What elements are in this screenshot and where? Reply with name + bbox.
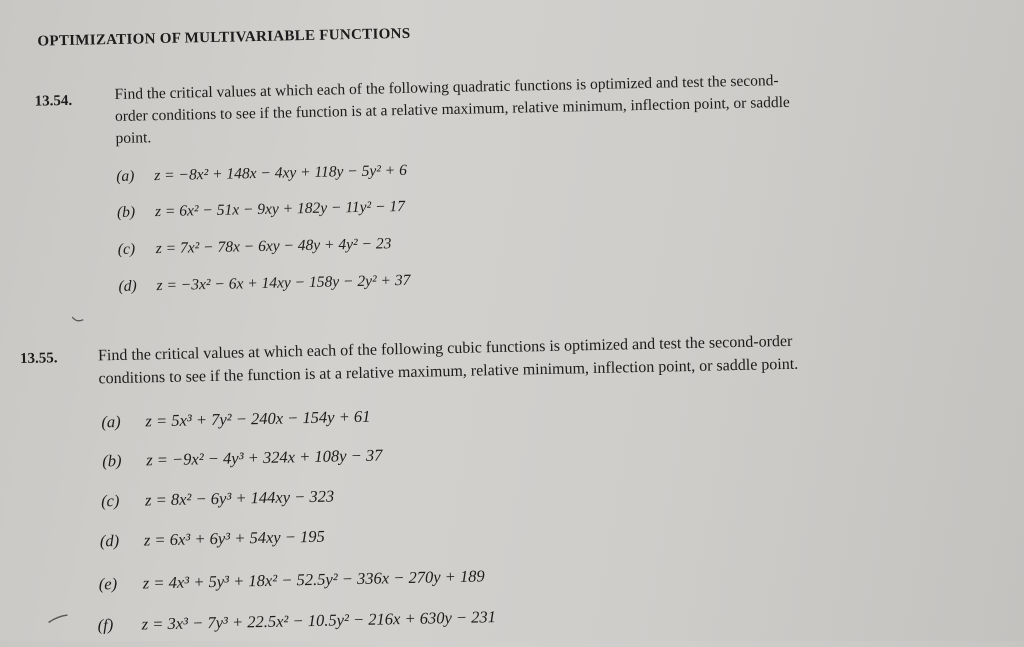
- equation-text: z = 6x² − 51x − 9xy + 182y − 11y² − 17: [154, 197, 406, 221]
- part-label: (d): [118, 277, 137, 295]
- part-label: (c): [117, 240, 136, 258]
- part-label: (e): [98, 574, 118, 594]
- problem-number: 13.55.: [19, 350, 58, 368]
- pencil-dash-mark: [47, 613, 69, 625]
- section-header: OPTIMIZATION OF MULTIVARIABLE FUNCTIONS: [37, 25, 411, 50]
- problem-text-line-1: Find the critical values at which each of the following cubic functions is optimized and test the second-order: [97, 332, 793, 365]
- part-label: (f): [97, 615, 114, 635]
- part-label: (a): [116, 167, 135, 185]
- equation-text: z = −3x² − 6x + 14xy − 158y − 2y² + 37: [156, 271, 411, 295]
- equation-text: z = 7x² − 78x − 6xy − 48y + 4y² − 23: [155, 235, 392, 258]
- equation-13-54-b: [117, 198, 405, 222]
- problem-text-line-3: point.: [115, 129, 152, 147]
- equation-text: z = 6x³ + 6y³ + 54xy − 195: [143, 526, 325, 550]
- problem-number: 13.54.: [34, 92, 73, 110]
- equation-13-55-b: [102, 445, 383, 471]
- part-label: (a): [101, 411, 121, 432]
- part-label: (d): [99, 531, 120, 551]
- part-label: (b): [116, 203, 136, 221]
- part-label: (b): [102, 450, 122, 471]
- equation-13-55-d: [100, 527, 325, 552]
- equation-text: z = 4x³ + 5y³ + 18x² − 52.5y² − 336x − 270y + 189: [142, 566, 485, 593]
- equation-13-54-c: [118, 235, 392, 259]
- equation-13-55-e: [99, 566, 485, 594]
- equation-text: z = 3x³ − 7y³ + 22.5x² − 10.5y² − 216x + 630y − 231: [141, 607, 497, 634]
- problem-text-line-2: order conditions to see if the function is at a relative maximum, relative minimum, inflection point, or saddle: [114, 93, 791, 125]
- equation-text: z = −9x² − 4y³ + 324x + 108y − 37: [146, 445, 383, 470]
- part-label: (c): [100, 490, 120, 511]
- problem-text-line-2: conditions to see if the function is at a relative maximum, relative minimum, inflection point, or saddle point.: [98, 355, 799, 388]
- problem-text-line-1: Find the critical values at which each of the following quadratic functions is optimized and test the second-: [114, 72, 779, 103]
- equation-13-55-c: [101, 486, 335, 511]
- equation-13-54-a: [116, 162, 407, 186]
- equation-13-55-a: [101, 407, 370, 433]
- equation-13-54-d: [118, 272, 410, 296]
- equation-text: z = 5x³ + 7y² − 240x − 154y + 61: [145, 406, 371, 431]
- equation-text: z = 8x² − 6y³ + 144xy − 323: [144, 486, 335, 510]
- equation-text: z = −8x² + 148x − 4xy + 118y − 5y² + 6: [154, 161, 408, 185]
- pencil-tick-mark: [71, 315, 85, 325]
- equation-13-55-f: [97, 607, 496, 635]
